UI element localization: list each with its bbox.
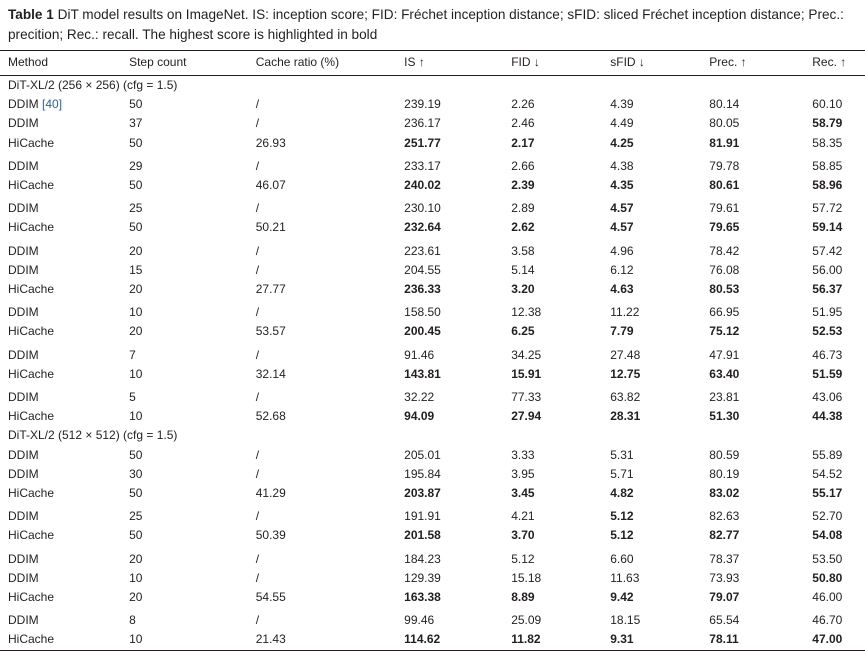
cell-step-count: 10 <box>129 630 256 650</box>
cell-precision: 65.54 <box>709 613 740 628</box>
cell-cache-ratio: / <box>255 201 260 216</box>
cell-cache-ratio: 27.77 <box>255 282 286 297</box>
method-label: DDIM <box>8 201 39 216</box>
cell-fid: 2.17 <box>511 135 535 150</box>
table-row <box>0 95 865 114</box>
cell-recall: 55.17 <box>812 486 843 501</box>
cell-step-count: 7 <box>129 347 136 362</box>
cell-is: 223.61 <box>404 243 441 258</box>
table-row <box>0 407 865 426</box>
table-row <box>0 384 865 407</box>
table-row <box>0 134 865 153</box>
cell-precision: 82.77 <box>709 528 740 543</box>
cell-cache-ratio: 54.55 <box>255 590 286 605</box>
cell-step-count: 10 <box>129 570 143 585</box>
method-label: HiCache <box>8 135 55 150</box>
section-title: DiT-XL/2 (256 × 256) (cfg = 1.5) <box>8 78 178 92</box>
cell-fid: 11.82 <box>511 630 610 650</box>
method-label: HiCache <box>8 486 55 501</box>
table-row <box>0 176 865 195</box>
cell-precision: 79.61 <box>709 201 740 216</box>
cell-precision: 78.11 <box>709 630 812 650</box>
cell-cache-ratio: / <box>255 390 260 405</box>
cell-precision: 76.08 <box>709 262 740 277</box>
cell-cache-ratio: / <box>255 613 260 628</box>
cell-precision: 80.61 <box>709 178 740 193</box>
cell-cache-ratio: 41.29 <box>255 486 286 501</box>
cell-method <box>0 546 129 569</box>
cell-recall: 58.35 <box>812 135 843 150</box>
cell-recall: 46.73 <box>812 347 843 362</box>
cell-is: 114.62 <box>404 630 511 650</box>
cell-sfid: 4.25 <box>610 135 634 150</box>
cell-step-count: 50 <box>129 135 143 150</box>
cell-method <box>0 365 129 384</box>
cell-is: 129.39 <box>404 570 441 585</box>
table-row <box>0 114 865 133</box>
cell-cache-ratio: 50.39 <box>255 528 286 543</box>
cell-step-count: 20 <box>129 282 143 297</box>
caption-label: Table 1 <box>8 7 54 22</box>
cell-method <box>0 322 129 341</box>
method-label: HiCache <box>8 409 55 424</box>
cell-precision: 78.42 <box>709 243 740 258</box>
cell-step-count: 10 <box>129 305 143 320</box>
cell-cache-ratio: / <box>255 447 260 462</box>
cell-sfid: 5.12 <box>610 509 634 524</box>
header-fid: FID ↓ <box>511 51 610 76</box>
cell-is: 200.45 <box>404 324 441 339</box>
cell-cache-ratio: 46.07 <box>255 178 286 193</box>
cell-recall: 51.59 <box>812 366 843 381</box>
cell-method <box>0 95 129 114</box>
cell-precision: 81.91 <box>709 135 740 150</box>
cell-step-count: 25 <box>129 201 143 216</box>
cell-recall: 52.70 <box>812 509 843 524</box>
table-row <box>0 630 865 650</box>
cell-sfid: 4.96 <box>610 243 634 258</box>
method-label: DDIM <box>8 551 39 566</box>
table-row <box>0 322 865 341</box>
cell-is: 191.91 <box>404 509 441 524</box>
cell-is: 205.01 <box>404 447 441 462</box>
cell-recall: 43.06 <box>812 390 843 405</box>
cell-recall: 46.00 <box>812 590 843 605</box>
section-row <box>0 76 865 96</box>
cell-method <box>0 446 129 465</box>
header-row <box>0 51 865 76</box>
table-row <box>0 153 865 176</box>
method-label: DDIM <box>8 466 39 481</box>
cell-precision: 73.93 <box>709 570 740 585</box>
table-row <box>0 607 865 630</box>
table-row <box>0 280 865 299</box>
cell-method <box>0 569 129 588</box>
cell-precision: 47.91 <box>709 347 740 362</box>
method-label: DDIM <box>8 347 39 362</box>
cell-method <box>0 465 129 484</box>
table-row <box>0 446 865 465</box>
cell-recall: 54.52 <box>812 466 843 481</box>
cell-cache-ratio: / <box>255 97 260 112</box>
cell-cache-ratio: 52.68 <box>255 409 286 424</box>
table-row <box>0 218 865 237</box>
cell-fid: 3.70 <box>511 528 535 543</box>
cell-is: 184.23 <box>404 551 441 566</box>
cell-method <box>0 218 129 237</box>
cell-step-count: 50 <box>129 220 143 235</box>
cell-cache-ratio: 26.93 <box>255 135 286 150</box>
cell-cache-ratio: / <box>255 347 260 362</box>
cell-fid: 15.18 <box>511 570 542 585</box>
cell-step-count: 50 <box>129 97 143 112</box>
cell-sfid: 28.31 <box>610 409 641 424</box>
cell-recall: 53.50 <box>812 551 843 566</box>
header-is: IS ↑ <box>404 51 511 76</box>
cell-precision: 80.05 <box>709 116 740 131</box>
cell-step-count: 20 <box>129 243 143 258</box>
cell-sfid: 4.82 <box>610 486 634 501</box>
cell-method <box>0 153 129 176</box>
table-row <box>0 503 865 526</box>
cell-cache-ratio: / <box>255 158 260 173</box>
cell-precision: 51.30 <box>709 409 740 424</box>
cell-cache-ratio: 21.43 <box>256 630 404 650</box>
cell-step-count: 50 <box>129 178 143 193</box>
cell-method <box>0 407 129 426</box>
method-label: DDIM <box>8 158 39 173</box>
cell-precision: 80.19 <box>709 466 740 481</box>
cell-fid: 2.46 <box>511 116 535 131</box>
cell-recall: 56.37 <box>812 282 843 297</box>
cell-step-count: 5 <box>129 390 136 405</box>
cell-sfid: 18.15 <box>610 613 641 628</box>
cell-is: 204.55 <box>404 262 441 277</box>
table-caption <box>8 5 858 44</box>
cell-recall: 60.10 <box>812 97 843 112</box>
cell-precision: 80.14 <box>709 97 740 112</box>
method-label: DDIM <box>8 116 39 131</box>
method-label: HiCache <box>8 528 55 543</box>
cell-cache-ratio: / <box>255 305 260 320</box>
cell-is: 201.58 <box>404 528 441 543</box>
cell-precision: 79.07 <box>709 590 740 605</box>
cell-is: 232.64 <box>404 220 441 235</box>
cell-precision: 78.37 <box>709 551 740 566</box>
method-label: DDIM <box>8 262 39 277</box>
cell-cache-ratio: / <box>255 466 260 481</box>
cell-precision: 75.12 <box>709 324 740 339</box>
header-step-count: Step count <box>129 51 256 76</box>
method-label: DDIM <box>8 570 39 585</box>
method-label: DDIM <box>8 509 39 524</box>
cell-sfid: 27.48 <box>610 347 641 362</box>
cell-fid: 2.62 <box>511 220 535 235</box>
cell-sfid: 5.31 <box>610 447 634 462</box>
header-precision: Prec. ↑ <box>709 51 812 76</box>
method-label: DDIM <box>8 243 39 258</box>
cell-cache-ratio: / <box>255 243 260 258</box>
cell-is: 195.84 <box>404 466 441 481</box>
cell-step-count: 8 <box>129 613 136 628</box>
cell-method <box>0 176 129 195</box>
cell-fid: 2.66 <box>511 158 535 173</box>
cell-step-count: 20 <box>129 551 143 566</box>
table-row <box>0 526 865 545</box>
method-label: HiCache <box>8 632 55 647</box>
cell-cache-ratio: 53.57 <box>255 324 286 339</box>
cell-precision: 80.59 <box>709 447 740 462</box>
cell-recall: 47.00 <box>812 630 865 650</box>
cell-method <box>0 526 129 545</box>
cell-precision: 80.53 <box>709 282 740 297</box>
table-row <box>0 261 865 280</box>
table-row <box>0 195 865 218</box>
method-label: DDIM <box>8 97 39 112</box>
cell-sfid: 6.12 <box>610 262 634 277</box>
cell-cache-ratio: / <box>255 570 260 585</box>
cell-fid: 4.21 <box>511 509 535 524</box>
cell-fid: 5.12 <box>511 551 535 566</box>
cell-sfid: 4.35 <box>610 178 634 193</box>
table-row <box>0 238 865 261</box>
method-label: HiCache <box>8 366 55 381</box>
cell-sfid: 9.31 <box>610 630 709 650</box>
cell-recall: 44.38 <box>812 409 843 424</box>
cell-recall: 57.42 <box>812 243 843 258</box>
cell-fid: 3.95 <box>511 466 535 481</box>
cell-cache-ratio: / <box>255 262 260 277</box>
cell-is: 99.46 <box>404 613 435 628</box>
cell-recall: 46.70 <box>812 613 843 628</box>
cell-sfid: 4.39 <box>610 97 634 112</box>
cell-is: 91.46 <box>404 347 435 362</box>
cell-fid: 3.33 <box>511 447 535 462</box>
header-method: Method <box>0 51 129 76</box>
cell-is: 230.10 <box>404 201 441 216</box>
section-row <box>0 426 865 445</box>
cell-step-count: 10 <box>129 366 143 381</box>
cell-fid: 3.58 <box>511 243 535 258</box>
cell-is: 236.17 <box>404 116 441 131</box>
cell-is: 203.87 <box>404 486 441 501</box>
cell-recall: 57.72 <box>812 201 843 216</box>
results-table <box>0 50 865 651</box>
cell-sfid: 4.38 <box>610 158 634 173</box>
cell-cache-ratio: 50.21 <box>255 220 286 235</box>
cell-fid: 27.94 <box>511 409 542 424</box>
cell-fid: 5.14 <box>511 262 535 277</box>
cell-recall: 59.14 <box>812 220 843 235</box>
cell-fid: 3.45 <box>511 486 535 501</box>
cell-method <box>0 261 129 280</box>
cell-fid: 15.91 <box>511 366 542 381</box>
cell-step-count: 50 <box>129 528 143 543</box>
cell-is: 94.09 <box>404 409 435 424</box>
header-recall: Rec. ↑ <box>812 51 865 76</box>
cell-method <box>0 195 129 218</box>
cell-method <box>0 630 129 650</box>
cell-method <box>0 299 129 322</box>
method-label: HiCache <box>8 178 55 193</box>
cell-cache-ratio: / <box>255 551 260 566</box>
cell-step-count: 15 <box>129 262 143 277</box>
cell-method <box>0 134 129 153</box>
cell-sfid: 11.63 <box>610 570 640 585</box>
cell-sfid: 4.57 <box>610 201 634 216</box>
cell-is: 233.17 <box>404 158 441 173</box>
cell-fid: 2.26 <box>511 97 535 112</box>
table-row <box>0 465 865 484</box>
cell-step-count: 25 <box>129 509 143 524</box>
cell-recall: 52.53 <box>812 324 843 339</box>
cell-fid: 34.25 <box>511 347 542 362</box>
cell-fid: 3.20 <box>511 282 535 297</box>
section-title: DiT-XL/2 (512 × 512) (cfg = 1.5) <box>8 428 178 443</box>
cell-sfid: 5.12 <box>610 528 634 543</box>
cell-fid: 12.38 <box>511 305 542 320</box>
table-row <box>0 299 865 322</box>
cell-recall: 58.85 <box>812 158 843 173</box>
header-sfid: sFID ↓ <box>610 51 709 76</box>
cell-step-count: 37 <box>129 116 143 131</box>
cell-sfid: 5.71 <box>610 466 634 481</box>
cell-method <box>0 588 129 607</box>
cell-precision: 63.40 <box>709 366 740 381</box>
cell-precision: 23.81 <box>709 390 740 405</box>
cell-sfid: 11.22 <box>610 305 640 320</box>
method-label: DDIM <box>8 613 39 628</box>
cell-method <box>0 384 129 407</box>
cell-step-count: 29 <box>129 158 143 173</box>
cell-step-count: 10 <box>129 409 143 424</box>
table-body <box>0 76 865 651</box>
cell-precision: 83.02 <box>709 486 740 501</box>
cell-step-count: 50 <box>129 447 143 462</box>
cell-step-count: 50 <box>129 486 143 501</box>
cell-sfid: 4.57 <box>610 220 634 235</box>
cell-is: 143.81 <box>404 366 441 381</box>
cell-is: 163.38 <box>404 590 441 605</box>
method-label: DDIM <box>8 305 39 320</box>
cell-method <box>0 114 129 133</box>
cell-is: 251.77 <box>404 135 441 150</box>
cell-method <box>0 238 129 261</box>
cell-is: 236.33 <box>404 282 441 297</box>
cell-is: 158.50 <box>404 305 441 320</box>
cell-sfid: 6.60 <box>610 551 634 566</box>
method-label: HiCache <box>8 282 55 297</box>
cell-method <box>0 503 129 526</box>
cell-cache-ratio: / <box>255 116 260 131</box>
cell-method <box>0 280 129 299</box>
method-label: HiCache <box>8 324 55 339</box>
cell-step-count: 20 <box>129 590 143 605</box>
method-label: DDIM <box>8 390 39 405</box>
table-row <box>0 342 865 365</box>
cell-fid: 77.33 <box>511 390 542 405</box>
cell-sfid: 4.49 <box>610 116 634 131</box>
cell-step-count: 30 <box>129 466 143 481</box>
table-row <box>0 588 865 607</box>
cell-precision: 79.65 <box>709 220 740 235</box>
table-row <box>0 546 865 569</box>
method-label: HiCache <box>8 220 55 235</box>
cell-sfid: 7.79 <box>610 324 634 339</box>
cell-method <box>0 342 129 365</box>
caption-text: DiT model results on ImageNet. IS: inception score; FID: Fréchet inception distance; sFID: sliced Fréchet inception distance; Prec.: precition; Rec.: recall. The highest score is highlighted in bold <box>8 7 844 42</box>
cell-step-count: 20 <box>129 324 143 339</box>
cell-fid: 2.89 <box>511 201 535 216</box>
cell-sfid: 4.63 <box>610 282 634 297</box>
method-label: HiCache <box>8 590 55 605</box>
cell-recall: 55.89 <box>812 447 843 462</box>
cell-method <box>0 484 129 503</box>
table-row <box>0 365 865 384</box>
cell-recall: 54.08 <box>812 528 843 543</box>
cell-recall: 56.00 <box>812 262 843 277</box>
cell-fid: 25.09 <box>511 613 542 628</box>
method-label: DDIM <box>8 447 39 462</box>
citation-link[interactable]: [40] <box>42 97 63 112</box>
cell-method <box>0 607 129 630</box>
cell-cache-ratio: 32.14 <box>255 366 286 381</box>
cell-recall: 58.96 <box>812 178 843 193</box>
cell-recall: 50.80 <box>812 570 843 585</box>
cell-precision: 82.63 <box>709 509 740 524</box>
cell-recall: 58.79 <box>812 116 843 131</box>
cell-precision: 79.78 <box>709 158 740 173</box>
table-row <box>0 569 865 588</box>
table-row <box>0 484 865 503</box>
cell-sfid: 12.75 <box>610 366 641 381</box>
cell-fid: 2.39 <box>511 178 535 193</box>
cell-is: 32.22 <box>404 390 435 405</box>
cell-precision: 66.95 <box>709 305 740 320</box>
cell-is: 240.02 <box>404 178 441 193</box>
cell-cache-ratio: / <box>255 509 260 524</box>
cell-recall: 51.95 <box>812 305 843 320</box>
cell-sfid: 9.42 <box>610 590 634 605</box>
cell-is: 239.19 <box>404 97 441 112</box>
cell-fid: 8.89 <box>511 590 535 605</box>
cell-fid: 6.25 <box>511 324 535 339</box>
cell-sfid: 63.82 <box>610 390 641 405</box>
header-cache-ratio: Cache ratio (%) <box>256 51 404 76</box>
